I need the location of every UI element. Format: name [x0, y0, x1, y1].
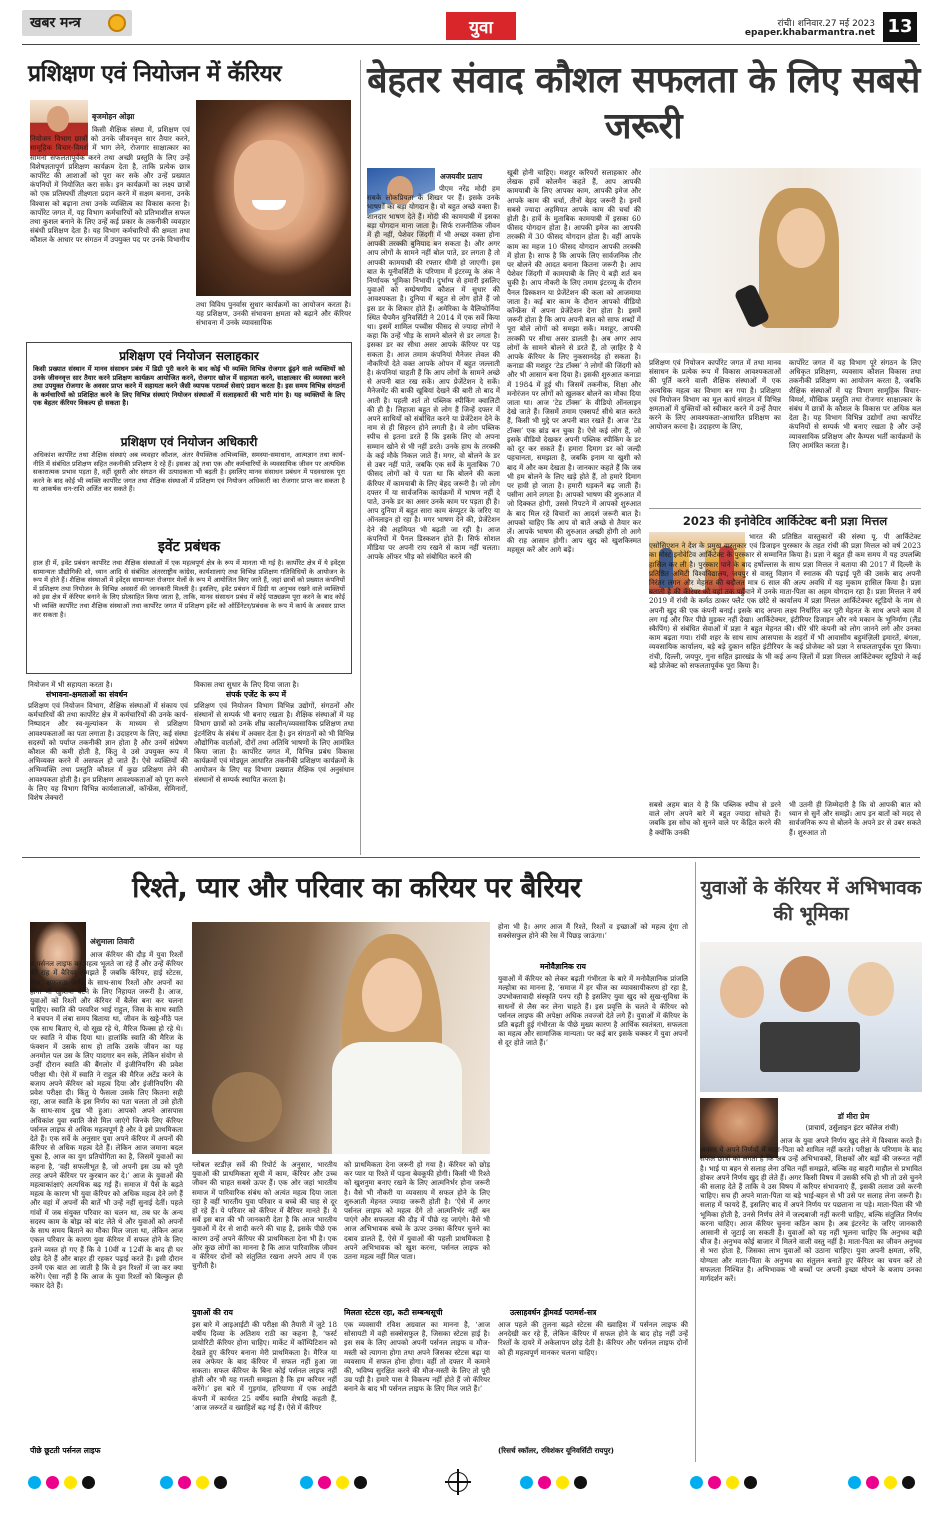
box-text-consultant: किसी प्रख्यात संस्थान में मानव संसाधन प्रबंध में डिग्री पूरी करने के बाद कोई भी व्यक्ति विभिन्न रोजगार ढूंढ़ने वाले व्यक्तियों को उनके जीवनवृत्त सार तैयार करने प्रशिक्षण कार्यक्रम आयोजित करने, रोजगार खोज में सहायता करने, साक्षात्कार की व्यवस्था करने तथा उपयुक्त रोजगार के अवसर प्राप्त करने में सहायता करने जैसी व्यापक परामर्श सेवाएं प्रदान करता है। इस समय विभिन्न संगठनों के कर्मचारियों को प्रशिक्षित करने के लिए विभिन्न संस्थाएं नियोजन संस्थाओं में सलाहकारों की भारी मांग है। यह व्यक्तियों के लिए एक बेहतर कॅरियर विकल्प हो सकता है।	[33, 365, 345, 408]
yellow-dot-icon	[64, 1476, 77, 1489]
story1-byline: बृजमोहन ओझा	[92, 112, 135, 121]
story1-caption: तथा विविध पुनर्वास सुधार कार्यक्रमों का आयोजन करता है। यह प्रशिक्षण, उनकी संभावना क्षमता को बढ़ाने और कॅरियर संभावना में उनके व्यावसायिक	[196, 300, 351, 328]
brand-emblem-icon	[108, 14, 126, 32]
brand-name: खबर मन्त्र	[30, 15, 81, 31]
story4-col2-subhead: युवाओं की राय	[192, 1308, 233, 1317]
story2-col1: पीएम नरेंद्र मोदी हम सबके लोकप्रियता के शिखर पर हैं। इसके उनके भाषणों का बड़ा योगदान है। वो बहुत अच्छे वक्ता हैं। शानदार भाषण देते हैं। मोदी की कामयाबी में इसका बड़ा योगदान माना जाता है। सिर्फ राजनीतिक जीवन में ही नहीं, पेशेवर जिंदगी में भी अच्छा वक्ता होना आपकी तरक्की बुनियाद बन सकता है। और अगर आप लोगों के सामने नहीं बोल पाते, डर लगता है तो आपकी कामयाबी की रफ्तार धीमी हो जाएगी। इस बात के यूनीवर्सिटी के परिणाम में इंटरव्यू के अंक ने निर्णायक भूमिका निभायी। दुर्भाग्य से हमारी इसलिए युवाओं को सम्प्रेषणीय कौशल में सुधार की आवश्यकता है। दुनिया में बहुत से लोग होते हैं जो इस डर के शिकार होते हैं। अमेरिका के वैलिफोर्निया स्थित चैपमैन यूनिवर्सिटी ने 2014 में एक सर्वे किया था। इसमें शामिल पच्चीस फीसद से ज्यादा लोगों ने कहा कि उन्हें भीड़ के सामने बोलने से डर लगता है। इसका डर का सीधा असर आपके कॅरियर पर पड़ सकता है। आज तमाम कंपनियां मैनेजर लेवल की नौकरियों देते वक्त आपके ओपन में बहुत जल्लाती है। कंपनियां चाहती हैं कि आप लोगों के सामने अच्छे से अपनी बात रख सकें। आप प्रेजेंटेशन दे सकें। मैनेजमेंट की बाकी खूबियां देखने की बारी तो बाद में आती है। पहली शर्त तो पब्लिक स्पीकिंग क्वालिटी की ही है। लिहाजा बहुत से लोग हैं जिन्हें दफ्तर में अपने साथियों को संबोधित करने या प्रेजेंटेशन देने के नाम से ही सिहरन होने लगती है। वे लोग पब्लिक स्पीच से इतना डरते हैं कि इसके लिए वो अपना सम्मान खोने से भी नहीं डरते। उनके हाथ के तरक्की के कई मौके निकल जाते हैं। मगर, वो बोलने के डर से उबर नहीं पाते, जबकि एक सर्वे के मुताबिक 70 फीसद लोगों को ये पता था कि बोलने की कला कॅरियर में कामयाबी के लिए बेहद जरूरी है। जो लोग दफ्तर में या सार्वजनिक कार्यक्रमों में भाषण नहीं दे पाते, उनके डर का असर उनके काम पर पड़ता ही है। आप दुनिया में बहुत सारा काम कंप्यूटर के जरिए या ऑनलाइन हो रहा है। मगर भाषण देने की, प्रेजेंटेशन देने की अहमियत भी बढ़ती जा रही है। आज कंपनियों में पैनल डिस्कशन होते हैं। सिर्फ सोशल मीडिया पर अपनी राय रखने से काम नहीं चलता। आपके ऑफर भीड़ को संबोधित करने की	[367, 184, 500, 562]
date-line: रांची। शनिवार.27 मई 2023	[777, 19, 875, 29]
story5-author-title: (प्राचार्य, उर्सुलाइन इंटर कॉलेज रांची)	[805, 1124, 899, 1132]
story4-col4b: युवाओं में कॅरियर को लेकर बढ़ती गंभीरता के बारे में मनोवैज्ञानिक प्रांजलि मल्होत्रा का मानना है, ‘समाज में हर चीज का व्यावसायीकरण हो रहा है, उपभोक्तावादी संस्कृति पनप रही है इसलिए युवा खुद को सुख-सुविधा के साधनों से लैस कर लेना चाहते हैं। इस प्रवृत्ति के चलते वे कॅरियर को पर्सनल लाइफ की अपेक्षा अधिक तवज्जो देते लगे हैं। युवाओं में कॅरियर के प्रति बढ़ती हुई गंभीरता के पीछे मुख्य कारण है आर्थिक स्वतंत्रता, सफलता का महत्व और सामाजिक मान्यता। पर कई बार इसके चक्कर में युवा अपनों से दूर होते जाते हैं।’	[498, 974, 688, 1048]
story4-headline: रिश्ते, प्यार और परिवार का करियर पर बैरियर	[132, 871, 581, 904]
registration-strip	[0, 1468, 945, 1498]
yellow-dot-icon	[726, 1476, 739, 1489]
woman-microphone-photo	[649, 168, 921, 353]
story1-intro: किसी शैक्षिक संस्था में, प्रशिक्षण एवं नियोजन विभाग छात्रों को उनके जीवनवृत्त सार तैयार करने, सामूहिक विचार-विमर्श में भाग लेने, रोजगार साक्षात्कार का सामना सफलतापूर्वक करने तथा अच्छी प्रस्तुति के लिए उन्हें विशेषज्ञतापूर्ण प्रशिक्षण कार्यक्रम देता है, ताकि प्रत्येक छात्र कार्पोरेट की आशाओं को पूरा कर सके और उन्हें प्रख्यात कंपनियों में नियोजित करा सके। इन कार्यक्रमों का लक्ष्य छात्रों को एक प्रतिस्पर्धी तीक्ष्णता प्रदान करने में सक्षम बनाना, उनके विश्वास को बढ़ाना तथा उनके व्यक्तित्व का विकास करना है। कार्पोरेट जगत में, यह विभाग कर्मचारियों को प्रतिभाशील सफल तथा कुशल बनाने के लिए उन्हें कई प्रकार के तकनीकी व्यवहार संबंधी प्रशिक्षण देता है। यह विभाग कर्मचारियों की क्षमता तथा कौशल के आधार पर संगठन में उपयुक्त पद पर उनके विभागीय	[30, 125, 190, 245]
story4-col4: होना भी है। अगर आज मैं रिश्ते, रिश्तों व इच्छाओं को महत्व दूंगा तो सक्सेसफुल होने की रेस में पिछड़ जाऊंगा।’	[498, 922, 688, 941]
story5-author-name: डॉ मीरा प्रेम	[837, 1112, 870, 1121]
story3-text: भारत की प्रतिष्ठित वास्तुकारों की संस्था यू. पी आर्किटेक्ट एसोसिएशन ने देश के प्रमुख वास्तुकार एवं डिजाइन पुरस्कार के तहत रांची की प्रज्ञा मित्तल को वर्ष 2023 का मोस्ट इनोवेटिव आर्किटेक्ट के पुरस्कार से सम्मानित किया है। प्रज्ञा ने बहुत ही कम समय में यह उपलब्धि हासिल कर ली है। पुरस्कार पाने के बाद हर्षोल्लास के साथ प्रज्ञा मित्तल ने बताया की 2017 में दिल्ली के प्रतिष्ठित अमिटी विश्वविद्यालय, जयपुर से वास्तु विज्ञान में स्नातक की पढ़ाई पूरी की उसके बाद अपनी निरंतर लगन और मेहनत की बदौलत मात्र 6 साल की अल्प अवधि में यह मुकाम हासिल किया है। प्रज्ञा बताती है की कॅरियर को यहां तक पहुँचाने में उनके माता-पिता का अहम योगदान रहा है। प्रज्ञा मित्तल ने वर्ष 2019 में रांची के कर्मठ ठाकर फ्लैट एक छोटे से कार्यालय में प्रज्ञा मित्तल आर्किटेक्चर स्टूडियो के नाम से अपनी खुद की एक कंपनी बनाई। इसके बाद अपना लक्ष्य निर्धारित कर पूरी मेहनत के साथ अपने काम में लग गई और फिर पीछे मुड़कर नहीं देखा। आर्किटेक्चर, इंटीरियर डिजाइन और नये मकान के भूनिर्माण (लैंड स्कैपिंग) से संबंधित सेवाओं में प्रज्ञा ने बहुत मेहनत की। धीरे धीरे कंपनी को लोग जानने लगे और उनका काम बढ़ता गया। रांची शहर के साथ साथ आसपास के शहरों में भी आवासीय बहुमंज़िली इमारतें, बंगला, व्यवसायिक कार्यालय, बड़े बड़े दुकान सहित इंटीरियर के कई प्रोजेक्ट को प्रज्ञा ने सफलतापूर्वक पूरा किया। रांची, दिल्ली, जयपुर, गुना सहित झारखंड के भी कई अन्य ज़िलों में प्रज्ञा मित्तल आर्किटेक्चर स्टूडियो ने कई बड़े प्रोजेक्ट को सफलतापूर्वक पूरा किया है।	[649, 532, 921, 670]
box-title-officer: प्रशिक्षण एवं नियोजन अधिकारी	[120, 435, 258, 449]
smiling-woman-photo	[196, 100, 351, 296]
cyan-dot-icon	[690, 1476, 703, 1489]
story4-col3: को प्राथमिकता देना जरूरी हो गया है। कॅरियर को छोड़ कर प्यार या रिश्ते में पड़ना बेवकूफी होगी। किसी भी रिश्ते को खुशनुमा बनाए रखने के लिए आत्मनिर्भर होना जरूरी है। वैसे भी नौकरी या व्यवसाय में सफल होने के लिए शुरुआती मेहनत ज्यादा जरूरी होती है। ‘ऐसे में अगर पर्सनल लाइफ को महत्व देंगे तो आत्मनिर्भर नहीं बन पाएंगे और सफलता की दौड़ में पीछे रह जाएंगे। वैसे भी आज अभिभावक बच्चे के ऊपर उनका कॅरियर चुनने का दबाव डालते हैं, ऐसे में युवाओं की पहली प्राथमिकता है अपने अभिभावक को खुश करना, पर्सनल लाइफ को उतना महत्व नहीं मिल पाता।	[344, 1160, 490, 1262]
brand-logo	[22, 10, 132, 36]
box-title-consultant: प्रशिक्षण एवं नियोजन सलाहकार	[119, 349, 259, 363]
magenta-dot-icon	[178, 1476, 191, 1489]
magenta-dot-icon	[46, 1476, 59, 1489]
section-label: युवा	[469, 18, 493, 38]
cyan-dot-icon	[28, 1476, 41, 1489]
story3-text-2: सबसे अहम बात ये है कि पब्लिक स्पीच से डरने वाले लोग अपने बारे में बहुत ज्यादा सोचते हैं। जबकि इस सोच को सुनने वाले पर केंद्रित करने की है क्योंकि उनकी	[649, 800, 781, 837]
story4-col4-subhead: मनोवैज्ञानिक राय	[540, 962, 586, 971]
story2-byline: अजयवीर प्रताप	[440, 172, 483, 181]
magenta-dot-icon	[318, 1476, 331, 1489]
story4-byline: अंशुमाला तिवारी	[90, 937, 135, 946]
story1-col-b-text: प्रशिक्षण एवं नियोजन विभाग विभिन्न उद्योगों, संगठनों और संस्थानों से सम्पर्क भी बनाए रखता है। शैक्षिक संस्थाओं में यह विभाग छात्रों को उनके शीघ्र कालीन/व्यवसायिक प्रशिक्षण तथा इंटर्नशिप के संबंध में अवसर देता है। इन संगठनों को भी विभिन्न औद्योगिक वार्ताओं, दौरों तथा अतिथि भाषणों के लिए आमंत्रित किया जाता है। कार्पोरेट जगत में, विभिन्न प्रबंध विकास कार्यक्रमों एवं मोड्यूल आधारित तकनीकी प्रशिक्षण कार्यक्रमों के आयोजन के लिए यह विभाग प्रख्यात शैक्षिक एवं अनुसंधान संस्थानों से सम्पर्क स्थापित करता है।	[194, 701, 354, 784]
story2-headline: बेहतर संवाद कौशल सफलता के लिए सबसे जरूरी	[367, 60, 920, 147]
story4-col4c: आज पहले की तुलना बढ़ते स्टेटस की ख्वाहिश में पर्सनल लाइफ की अनदेखी कर रहे हैं, लेकिन कॅरियर में सफल होने के बाद होड़ नहीं उन्हें रिश्तों के दायरे में अकेलापन छोड़ देती है। कॅरियर और पर्सनल लाइफ दोनों को ही महत्वपूर्ण मानकर चलना चाहिए।	[498, 1320, 688, 1357]
story4-col3b: एक व्यवसायी रविश अग्रवाल का मानना है, ‘आज सोसायटी में वही सक्सेसफुल है, जिसका स्टेटस हाई है। इस सब के लिए आपको अपनी पर्सनल लाइफ व मौज-मस्ती को त्यागना होगा तथा अपने जिसका स्टेटस बढ़ा या व्यवसाय में सफल होना होगा। वहीं तो दफ्तर में कमाने की, भविष्य सुरक्षित करने की मौज-मस्ती के लिए तो पूरी उम्र पड़ी है। हमारे पास वे विकल्प नहीं होते हैं जो कॅरियर बनाने के बाद भी पर्सनल लाइफ के लिए मिल जाते हैं।’	[344, 1320, 490, 1394]
story3-text-3: भी उतनी ही जिम्मेदारी है कि वो आपकी बात को ध्यान से सुनें और समझें। आप इन बातों को मदद से सार्वजनिक रूप से बोलने के अपने डर से उबर सकते हैं। शुरुआत तो	[789, 800, 921, 837]
box-title-event: इवेंट प्रबंधक	[158, 539, 220, 555]
magenta-dot-icon	[708, 1476, 721, 1489]
story2-caption-2: कार्पोरेट जगत में यह विभाग पूरे संगठन के लिए अधिकृत प्रशिक्षण, व्यवसाय कौशल विकास तथा तकनीकी प्रशिक्षण का आयोजन करता है, जबकि शैक्षिक संस्थाओं में यह विभाग सामूहिक विचार-विमर्श, मौखिक प्रस्तुति तथा रोजगार साक्षात्कार के संबंध में छात्रों के कौशल के विकास पर अधिक बल देता है। यह विभाग विभिन्न उद्योगों तथा कार्पोरेट कंपनियों से सम्पर्क भी बनाए रखता है और उन्हें व्यावसायिक प्रशिक्षण और कैम्पस भर्ती कार्यक्रमों के लिए आमंत्रित करता है।	[789, 358, 921, 450]
cyan-dot-icon	[848, 1476, 861, 1489]
story1-col-b-subhead: संपर्क एजेंट के रूप में	[226, 690, 287, 699]
story1-headline: प्रशिक्षण एवं नियोजन में कॅरियर	[28, 61, 282, 87]
page-number	[883, 12, 917, 42]
story4-col2b: इस बारे में आइआईटी की परीक्षा की तैयारी में जुटे 18 वर्षीय दिव्या के अतिशय राठी का कहना है, ‘फर्स्ट प्रायोरिटी कॅरियर होना चाहिए। मार्केट में कॉम्पिटिशन को देखते हुए कॅरियर बनाना मेरी प्राथमिकता है। मैरिज या लव अफेयर के बाद कॅरियर में सफल नहीं हुआ जा सकता। सफल कॅरियर के बिना कोई पर्सनल लाइफ नहीं होती और भी यह गलती समझता है कि हम करियर नहीं करेंगे।’ इस बारे में गुड़गांव, हरियाणा में एक आईटी कंपनी में कार्यरत 25 वर्षीय स्वाति शेषाद्रि कहती हैं, ‘आज जरूरतें व ख्वाहिशें बढ़ गई हैं। ऐसे में कॅरियर	[192, 1320, 337, 1412]
black-dot-icon	[574, 1476, 587, 1489]
story4-col4-subhead-2: उत्साहवर्धन ड्रीमवर्ड परामर्श-सत्र	[510, 1308, 597, 1317]
story4-col3-subhead: मिलता स्टेटस रहा, कटी सम्बन्धसूची	[344, 1308, 443, 1317]
story1-col-a-text: प्रशिक्षण एवं नियोजन विभाग, शैक्षिक संस्थाओं में संकाय एवं कर्मचारियों की तथा कार्पोरेट क्षेत्र में कर्मचारियों की उनके कार्य-निष्पादन और स्व-मूल्यांकन के माध्यम से प्रशिक्षण आवश्यकताओं का पता लगाता है। उदाहरण के लिए, कई संस्था सदस्यों को पर्याप्त तकनीकी ज्ञान होता है और उनमें संप्रेषण कौशल की कमी होती है, किंतु वे उसे उपयुक्त रूप में अभिव्यक्त करने में असफल हो जाते हैं। ऐसे व्यक्तियों की अभिव्यक्ति तथा प्रस्तुति कौशल में कुछ प्रशिक्षण लेने की आवश्यकता होती है। इन प्रशिक्षण आवश्यकताओं को पूरा करने के लिए यह विभाग विभिन्न कार्यशालाओं, कॉन्फ्रेंस, सेमिनारों, विशेष लेक्चरों	[28, 701, 188, 803]
section-banner	[446, 12, 516, 40]
yellow-dot-icon	[196, 1476, 209, 1489]
story2-col2: खूबी होनी चाहिए। मशहूर करियरों सलाहकार और लेखक हार्वे कोलमैन कहते हैं, आप आपकी कामयाबी के लिए आपका काम, आपकी इमेज और आपके काम की चर्चा, तीनों बेहद जरूरी है। इनमें सबसे ज्यादा अहमियत आपके काम की चर्चा की होती है। हार्वे के मुताबिक कामयाबी में इसका 60 फीसद योगदान होता है। आपकी इमेज का आपकी तरक्की में 30 फीसद योगदान होता है। वहीं आपके काम का महज 10 फीसद योगदान आपकी तरक्की में होता है। साफ है कि आपके लिए सार्वजनिक तौर पर बोलने की आदत बनाना कितना जरूरी है। आप पेशेवर जिंदगी में कामयाबी के लिए ये बड़ी शर्त बन चुकी है। आप नौकरी के लिए तमाम इंटरव्यू के दौरान पैनल डिस्कशन या प्रेजेंटेशन की कला को आजमाया जाता है। कई बार काम के दौरान आपको वीडियो कॉन्फ्रेंस में अपना प्रेजेंटेशन देना होता है। इसमें जरूरी होता है कि आप अपनी बात को साफ शब्दों में पूरा बोले लोगों को समझा सकें। मशहूर, आपकी तरक्की पर सीधा असर डालती है। अब अगर आप लोगों के सामने बोलने से डरते हैं, तो ज़ाहिर है ये आपके कॅरियर के लिए नुकसानदेह हो सकता है। कनाडा की मशहूर ‘टेड टॉक्स’ ने लोगों की जिंदगी को और भी आसान बना दिया है। इसकी शुरुआत कनाडा में 1984 में हुई थी। जिसमें तकनीक, शिक्षा और मनोरंजन पर लोगों को खुलकर बोलने का मौका दिया जाता था। आज ‘टेड टॉक्स’ के वीडियो ऑनलाइन देखे जाते हैं। जिसमें तमाम एक्सपर्ट सीधे बात करते हैं, किसी भी मुद्दे पर अपनी बात रखते हैं। आज ‘टेड टॉक्स’ एक ब्रांड बन चुका है। ऐसे कई लोग हैं, जो इसके वीडियो देखकर अपनी पब्लिक स्पीकिंग के डर को दूर कर सकते हैं। हमारा दिमाग डर को जल्दी पहचानता, समझता है, जबकि इनाम या खुशी को बाद में और कम देखता है। जानकार कहते हैं कि जब भी हम बोलने के लिए खड़े होते हैं, तो हमारे दिमाग पर हावी हो जाता है। हमारी धड़कनें बढ़ जाती हैं। पसीना आने लगता है। आपको भाषण की शुरुआत में जो दिक्कत होगी, उससे निपटने में आपको शुरुआत के बाद मिल रहे विचारों का आदर्श जरूरी बात है। आपको चाहिए कि आप वो बातें अच्छे से तैयार कर लें। आपके भाषण की शुरुआत अच्छी होगी तो आगे की राह आसान होगी। आप खुद को खुशकिस्मत महसूस करें और आगे बढ़ें।	[507, 168, 641, 555]
black-dot-icon	[354, 1476, 367, 1489]
story5-headline: युवाओं के कॅरियर में अभिभावक की भूमिका	[700, 877, 922, 925]
story4-col1: आज कॅरियर की दौड़ में युवा रिश्तों व पर्सनल लाइफ का महत्व भूलते जा रहे हैं और उन्हें कॅरियर की राह में बैरियर समझते हैं जबकि कॅरियर, हाई स्टेटस, पैसा, सफलता आदि के साथ-साथ रिश्तों और अपनों का होना भी खुशियां बंटने के लिए निहायत जरूरी है। आज, युवाओं को रिश्तों और कॅरियर में बैलेंस बना कर चलना चाहिए। स्वाति की परवरिश भाई राहुल, जिस के साथ स्वाति ने बचपन में लंबा समय बिताया था, जीवन के खट्टे-मीठे पल एक साथ बिताए थे, वो सूख़ रहे थे, मैरिज फिक्स हो रहे थे। पर स्वाति ने वीक दिया था। हालांकि स्वाति की मैरिज के फंक्शन में उसके साथ हो ताकि उसके जीवन का यह अनमोल पल उस के लिए यादगार बन सके, लेकिन संयोग से उन्हीं दौरान स्वाति की बैंगलोर में इंजीनियरिंग की प्रवेश परीक्षा थी। ऐसे में स्वाति ने राहुल की मैरिज अटेंड करने के बजाय अपने कॅरियर को महत्व दिया और इंजीनियरिंग की प्रवेश परीक्षा दी। किंतु ये फैसला उसके लिए कितना सही रहा, आज स्वाति के इस निर्णय का पता चलता तो उसे होती के साथ-साथ दुख भी हुआ। आपको अपने आसपास अधिकांश युवा स्वाति जैसे मिल जाएंगे जिनके लिए कॅरियर पर्सनल लाइफ से अधिक महत्वपूर्ण है और वे इसे प्राथमिकता देते हैं। एक सर्वे के अनुसार युवा अपने कॅरियर में अपनों की कॅरियर से अधिक महत्व देते हैं। लेकिन आज जमाना बदल चुका है, आज का युग प्रतियोगिता का है, जिसमें युवाओं का कहना है, ‘वही सफलीभूत है, जो अपनी इस उम्र को पूरी तरह अपने कॅरियर पर कुरबान कर दे।’ आज के युवाओं की महत्वाकांक्षाएं अत्यधिक बढ़ गई हैं। समाज में पैसे के बढ़ते महत्व के कारण भी युवा कॅरियर को अधिक महत्व देने लगे हैं और वहां में अपनों की बातें भी उन्हें नहीं सुनाई देतीं। पहले गांवों में जब संयुक्त परिवार का चलन था, तब घर के अन्य सदस्य काम के बोझ को बांट लेते थे और युवाओं को अपनों के साथ समय बिताने का मौका मिल जाता था, लेकिन आज एकल परिवार के कारण युवा कॅरियर में सफल होने के लिए इतने व्यस्त हो गए हैं कि वे 10वीं व 12वीं के बाद ही घर छोड़ देते हैं और बाहर ही रहकर पढ़ाई करते हैं। इसी दौरान उनमें एक बात आ जाती है कि वे इन रिश्तों में जा कर क्या करेंगे। ऐसा नहीं है कि आज के युवा रिश्तों को बिल्कुल ही नकार देते हैं।	[30, 950, 183, 1291]
story3-headline: 2023 की इनोवेटिव आर्किटेक्ट बनी प्रज्ञा मित्तल	[682, 514, 888, 528]
magenta-dot-icon	[538, 1476, 551, 1489]
woman-on-phone-photo	[192, 922, 490, 1154]
page-number-label: 13	[887, 16, 913, 37]
yellow-dot-icon	[884, 1476, 897, 1489]
yellow-dot-icon	[556, 1476, 569, 1489]
story5-text: आज के युवा अपने निर्णय खुद लेने में विश्वास करते हैं। अक्सर ये अपने निर्णयों में माता-पिता को शामिल नहीं करते। परीक्षा के परिणाम के बाद सफल छात्रों को लगता है कि अब उन्हें अभिभावकों, शिक्षकों और बड़ों की जरूरत नहीं है। भाई या बहन से सलाह लेना उचित नहीं समझते, बल्कि वह बाहरी माहौल से प्रभावित होकर अपने निर्णय खुद ही लेते हैं। अगर किसी विषय में उसकी रुचि हो भी तो उसे चुनने की सलाह देते हैं ताकि वे उस विषय में करियर संभावनाएं हैं, इसकी तलाश उसे करनी चाहिए। सच ही अपने माता-पिता या बड़े भाई-बहन से भी उसे पर सलाह लेना जरूरी है। सलाह में फायदे हैं, इसलिए बाद में अपने निर्णय पर पछताना ना पड़े। माता-पिता की भी भूमिका होती है, उनसे निर्णय लेने में जल्दबाजी नहीं करनी चाहिए, बल्कि संतुलित निर्णय करना चाहिए। आज कॅरियर चुनना कठिन काम है। अब इंटरनेट के जरिए जानकारी आसानी से जुटाई जा सकती है। युवाओं को यह नहीं भूलना चाहिए कि अनुभव बड़ी चीज है। अनुभव कोई बाजार में मिलने वाली वस्तु नहीं है। माता-पिता का जीवन अनुभव से भरा होता है, जिसका लाभ युवाओं को उठाना चाहिए। युवा अपनी क्षमता, रुचि, योग्यता और माता-पिता के अनुभव का संतुलन बनाते हुए कॅरियर का चयन करें तो सफलता निश्चित है। अभिभावक भी बच्चों पर अपनी इच्छा थोपने के बजाय उनका मार्गदर्शन करें।	[700, 1136, 922, 1284]
cyan-dot-icon	[520, 1476, 533, 1489]
story1-col-a-subhead: संभावना-क्षमताओं का संवर्धन	[46, 690, 128, 699]
family-photo	[700, 942, 922, 1092]
story4-credit: (रिसर्च स्कॉलर, रविशंकर यूनिवर्सिटी रायपुर)	[498, 1446, 614, 1455]
story1-info-box	[26, 342, 352, 674]
black-dot-icon	[902, 1476, 915, 1489]
masthead	[0, 0, 945, 44]
story4-col2: ग्लोबल स्टडीज़ सर्वे की रिपोर्ट के अनुसार, भारतीय युवाओं की प्राथमिकता सूची में काम, कॅरियर और उच्च जीवन की चाहत सबसे ऊपर हैं। एक ओर जहां भारतीय समाज में पारिवारिक संबंध को अत्यंत महत्व दिया जाता रहा है वहीं भारतीय युवा परिवार व बच्चे की चाह से दूर हो रहे हैं। ये परिवार को कॅरियर में बैरियर मानते हैं। ये सर्वे इस बात की भी जानकारी देता है कि आज भारतीय युवाओं में देर से शादी करने की चाह है, इसके पीछे एक कारण उन्हें अपने कॅरियर की प्राथमिकता देना भी है। एक ओर कुछ लोगों का मानना है कि आज पारिवारिक जीवन व कॅरियर दोनों को संतुलित रखना अपने आप में एक चुनौती है।	[192, 1160, 337, 1271]
story1-col-a-lead: नियोजन में भी सहायता करता है।	[28, 680, 113, 689]
black-dot-icon	[214, 1476, 227, 1489]
website-url[interactable]: epaper.khabarmantra.net	[744, 28, 875, 38]
yellow-dot-icon	[336, 1476, 349, 1489]
story4-col1-subhead: पीछे छूटती पर्सनल लाइफ	[30, 1446, 101, 1455]
box-text-event: हाल ही में, इवेंट प्रबंधन कार्पोरेट तथा शैक्षिक संस्थाओं में एक महत्वपूर्ण क्षेत्र के रूप में मानता भी गई है। कार्पोरेट क्षेत्र में ये इवेंट्स सामान्यतः प्रौद्योगिकी शो, ध्यान आदि से संबंधित अंतरराष्ट्रीय कांग्रेस, कार्यशालाएं तथा विभिन्न प्रशिक्षण गतिविधियों के आयोजन के रूप में होते हैं। शैक्षिक संस्थाओं में इवेंट्स सामान्यतः रोजगार मेलों के रूप में आयोजित किए जाते हैं, जहां छात्रों को प्रख्यात कंपनियों में प्रशिक्षण तथा नियोजन के विभिन्न अवसरों की जानकारी मिलती है। इसलिए, इवेंट प्रबंधन में डिग्री या अनुभव रखने वाले व्यक्तियों को इस क्षेत्र में कॅरियर बनाने के लिए प्रोत्साहित किया जाता है, ताकि, मानव संसाधन प्रबंध में कोई पाठ्यक्रम पूरा करने के बाद कोई भी व्यक्ति कार्पोरेट तथा शैक्षिक संस्थाओं तथा कार्पोरेट जगत में प्रशिक्षण इवेंट को ऑर्डिनेटर/प्रबंधक के रूप में कार्य के अवसर प्राप्त कर सकता है।	[33, 559, 345, 619]
magenta-dot-icon	[866, 1476, 879, 1489]
registration-crosshair-icon	[448, 1472, 468, 1492]
box-text-officer: अधिकांश कार्पोरेट तथा शैक्षिक संस्थाएं अब व्यवहार कौशल, अंतर वैयक्तिक अभिव्यक्ति, समस्या-समाधान, आत्मज्ञान तथा कार्य-नीति में संबंधित प्रशिक्षण सहित तकनीकी प्रशिक्षण दे रहे हैं। इसका उद्दे तथा एक और कर्मचारियों के व्यवसायिक जीवन पर अत्यधिक सकारात्मक प्रभाव पड़ता है, वहीं दूसरी ओर संगठन की उत्पादकता भी बढ़ती है। इसलिए मानव संसाधन प्रबंधन में पदवधारक पूरा करने के बाद कोई भी व्यक्ति कार्पोरेट जगत तथा शैक्षिक संस्थाओं में प्रशिक्षण एवं नियोजन अधिकारी का रोजगार प्राप्त कर सकता है या आकर्षक धन-राशि अर्जित कर सकते हैं।	[33, 451, 345, 494]
black-dot-icon	[744, 1476, 757, 1489]
black-dot-icon	[82, 1476, 95, 1489]
cyan-dot-icon	[160, 1476, 173, 1489]
story1-col-b-lead: विकास तथा सुधार के लिए दिया जाता है।	[194, 680, 299, 689]
cyan-dot-icon	[300, 1476, 313, 1489]
story2-caption: प्रशिक्षण एवं नियोजन कार्पोरेट जगत में तथा मानव संसाधन के प्रत्येक रूप में विकास आवश्यकताओं की पूर्ति करने वाली शैक्षिक संस्थाओं में एक अत्यधिक महत्व का विभाग बन गया है। प्रशिक्षण एवं नियोजन विभाग का मूल कार्य संगठन में विभिन्न क्षमताओं में युक्तियों को स्वीकार करने में उन्हें तैयार करने के लिए आवश्यकता-आधारित प्रशिक्षण का आयोजन करना है। उदाहरण के लिए,	[649, 358, 781, 432]
